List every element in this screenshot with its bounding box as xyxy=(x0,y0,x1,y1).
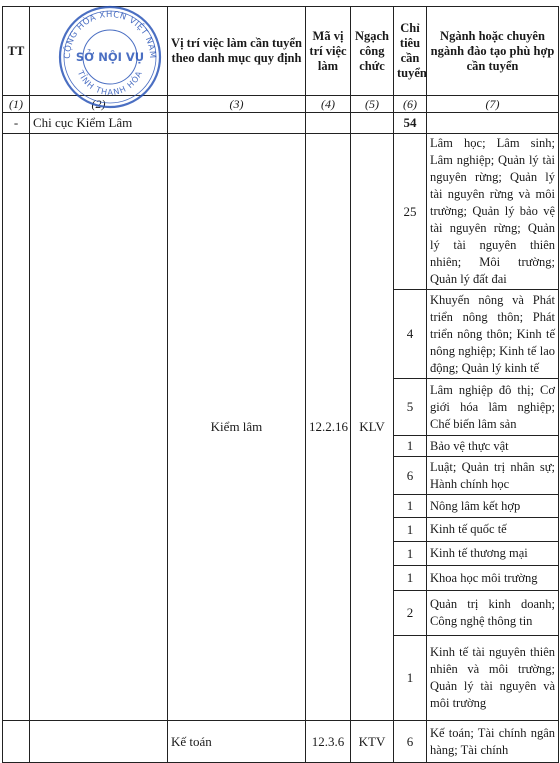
grade-cell: KLV xyxy=(351,134,394,721)
header-dept xyxy=(30,7,168,96)
code-cell: 12.2.16 xyxy=(306,134,351,721)
section-name: Chi cục Kiểm Lâm xyxy=(30,113,168,134)
quota-cell: 5 xyxy=(394,379,427,436)
section-total: 54 xyxy=(394,113,427,134)
quota-cell: 1 xyxy=(394,542,427,566)
major-cell: Luật; Quản trị nhân sự; Hành chính học xyxy=(427,457,559,495)
major-cell: Khoa học môi trường xyxy=(427,566,559,591)
major-cell: Bảo vệ thực vật xyxy=(427,436,559,457)
major-cell: Lâm nghiệp đô thị; Cơ giới hóa lâm nghiệp; Chế biến lâm sản xyxy=(427,379,559,436)
major-cell: Kinh tế thương mại xyxy=(427,542,559,566)
recruitment-table xyxy=(2,6,559,763)
header-quota: Chỉ tiêu cần tuyển xyxy=(394,7,427,96)
quota-cell: 1 xyxy=(394,495,427,518)
header-grade: Ngạch công chức xyxy=(351,7,394,96)
header-position: Vị trí việc làm cần tuyển theo danh mục quy định xyxy=(168,7,306,96)
col-index: (4) xyxy=(306,96,351,113)
seal-ring-top: CỘNG HÒA XHCN VIỆT NAM xyxy=(62,9,158,60)
quota-cell: 2 xyxy=(394,591,427,636)
code-cell: 12.3.6 xyxy=(306,721,351,763)
quota-cell: 1 xyxy=(394,436,427,457)
major-cell: Quản trị kinh doanh; Công nghệ thông tin xyxy=(427,591,559,636)
col-index: (6) xyxy=(394,96,427,113)
col-index: (7) xyxy=(427,96,559,113)
header-major: Ngành hoặc chuyên ngành đào tạo phù hợp cần tuyển xyxy=(427,7,559,96)
seal-center-text: SỞ NỘI VỤ xyxy=(75,50,145,64)
header-tt: TT xyxy=(3,7,30,96)
grade-cell: KTV xyxy=(351,721,394,763)
major-cell: Khuyến nông và Phát triển nông thôn; Phát triển nông thôn; Kinh tế nông nghiệp; Kinh tế lao động; Quản lý kinh tế xyxy=(427,290,559,379)
major-cell: Kinh tế tài nguyên thiên nhiên và môi trường; Quản lý tài nguyên và môi trường xyxy=(427,636,559,721)
table-row xyxy=(3,134,559,290)
col-index: (1) xyxy=(3,96,30,113)
quota-cell: 4 xyxy=(394,290,427,379)
position-cell: Kiểm lâm xyxy=(168,134,306,721)
major-cell: Nông lâm kết hợp xyxy=(427,495,559,518)
header-code: Mã vị trí việc làm xyxy=(306,7,351,96)
position-cell: Kế toán xyxy=(168,721,306,763)
quota-cell: 6 xyxy=(394,721,427,763)
table-row xyxy=(3,721,559,763)
column-index-row xyxy=(3,96,559,113)
quota-cell: 1 xyxy=(394,636,427,721)
seal-ring-bottom: TỈNH THANH HÓA xyxy=(75,69,145,98)
section-row xyxy=(3,113,559,134)
col-index: (3) xyxy=(168,96,306,113)
major-cell: Kinh tế quốc tế xyxy=(427,518,559,542)
section-tt: - xyxy=(3,113,30,134)
major-cell: Lâm học; Lâm sinh; Lâm nghiệp; Quản lý tài nguyên rừng; Quản lý tài nguyên rừng và môi trường; Quản lý bảo vệ tài nguyên rừng; Quản lý tài nguyên thiên nhiên; Môi trường; Quản lý đất đai xyxy=(427,134,559,290)
quota-cell: 25 xyxy=(394,134,427,290)
quota-cell: 6 xyxy=(394,457,427,495)
quota-cell: 1 xyxy=(394,518,427,542)
col-index: (5) xyxy=(351,96,394,113)
col-index: (2) xyxy=(30,96,168,113)
quota-cell: 1 xyxy=(394,566,427,591)
major-cell: Kế toán; Tài chính ngân hàng; Tài chính xyxy=(427,721,559,763)
header-row xyxy=(3,7,559,96)
